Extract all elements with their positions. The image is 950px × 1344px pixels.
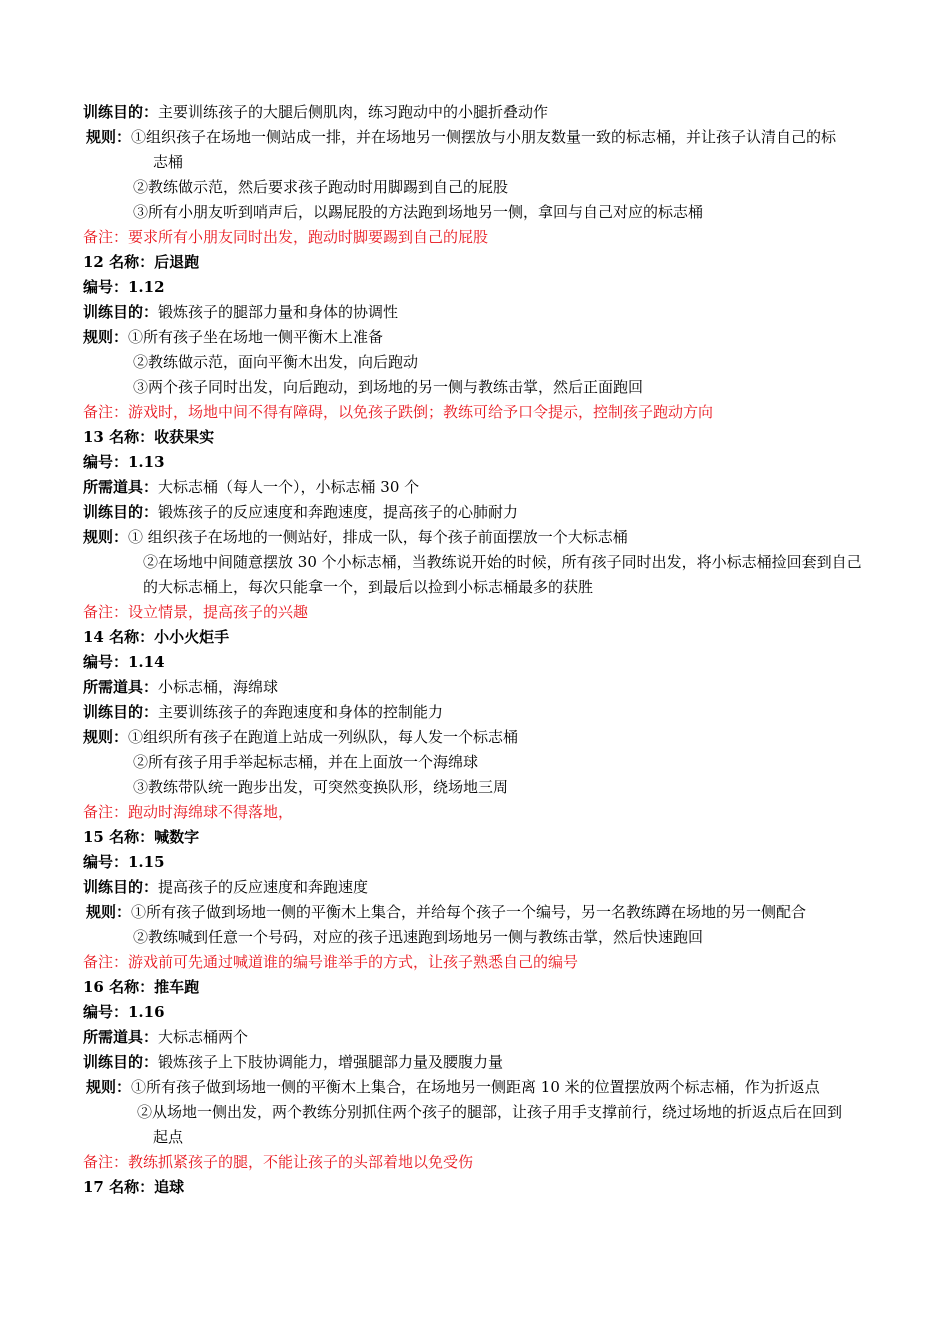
rules-line: 规则：①组织所有孩子在跑道上站成一列纵队，每人发一个标志桶 — [83, 728, 519, 746]
rules-line: 规则：①组织孩子在场地一侧站成一排，并在场地另一侧摆放与小朋友数量一致的标志桶，并让孩子认清自己的标 — [86, 128, 837, 146]
game-number: 编号：1.15 — [83, 853, 165, 871]
rules-line: 规则：①所有孩子坐在场地一侧平衡木上准备 — [83, 328, 384, 346]
game-heading: 16 名称：推车跑 — [83, 978, 200, 996]
game-number: 编号：1.12 — [83, 278, 165, 296]
game-heading: 12 名称：后退跑 — [83, 253, 200, 271]
rules-line: 规则：①所有孩子做到场地一侧的平衡木上集合，并给每个孩子一个编号，另一名教练蹲在场地的另一侧配合 — [86, 903, 807, 921]
remark-line: 备注：跑动时海绵球不得落地， — [83, 803, 294, 821]
rules-line-continued: 志桶 — [153, 153, 184, 171]
remark-line: 备注：设立情景，提高孩子的兴趣 — [83, 603, 309, 621]
training-goal-line: 训练目的：主要训练孩子的奔跑速度和身体的控制能力 — [83, 703, 444, 721]
remark-line: 备注：游戏时，场地中间不得有障碍，以免孩子跌倒；教练可给予口令提示，控制孩子跑动方向 — [83, 403, 714, 421]
remark-line: 备注：要求所有小朋友同时出发，跑动时脚要踢到自己的屁股 — [83, 228, 489, 246]
game-heading: 14 名称：小小火炬手 — [83, 628, 230, 646]
rule-item-continued: 的大标志桶上，每次只能拿一个，到最后以捡到小标志桶最多的获胜 — [143, 578, 594, 596]
rule-item: ②在场地中间随意摆放 30 个小标志桶，当教练说开始的时候，所有孩子同时出发，将小标志桶捡回套到自己 — [143, 553, 862, 571]
game-number: 编号：1.13 — [83, 453, 165, 471]
rule-item: ②教练喊到任意一个号码，对应的孩子迅速跑到场地另一侧与教练击掌，然后快速跑回 — [133, 928, 704, 946]
training-goal-line: 训练目的：锻炼孩子的腿部力量和身体的协调性 — [83, 303, 399, 321]
rule-item: ③两个孩子同时出发，向后跑动，到场地的另一侧与教练击掌，然后正面跑回 — [133, 378, 644, 396]
equipment-line: 所需道具：大标志桶两个 — [83, 1028, 249, 1046]
rule-item-continued: 起点 — [153, 1128, 184, 1146]
rules-line: 规则：① 组织孩子在场地的一侧站好，排成一队，每个孩子前面摆放一个大标志桶 — [83, 528, 628, 546]
rule-item: ②从场地一侧出发，两个教练分别抓住两个孩子的腿部，让孩子用手支撑前行，绕过场地的折返点后在回到 — [137, 1103, 843, 1121]
rule-item: ②教练做示范，然后要求孩子跑动时用脚踢到自己的屁股 — [133, 178, 509, 196]
training-goal-line: 训练目的：主要训练孩子的大腿后侧肌肉，练习跑动中的小腿折叠动作 — [83, 103, 549, 121]
game-heading: 13 名称：收获果实 — [83, 428, 215, 446]
rule-item: ③所有小朋友听到哨声后，以踢屁股的方法跑到场地另一侧，拿回与自己对应的标志桶 — [133, 203, 704, 221]
game-number: 编号：1.16 — [83, 1003, 165, 1021]
training-goal-line: 训练目的：提高孩子的反应速度和奔跑速度 — [83, 878, 369, 896]
game-heading: 15 名称：喊数字 — [83, 828, 200, 846]
game-number: 编号：1.14 — [83, 653, 165, 671]
training-goal-line: 训练目的：锻炼孩子上下肢协调能力，增强腿部力量及腰腹力量 — [83, 1053, 504, 1071]
game-heading: 17 名称：追球 — [83, 1178, 185, 1196]
rule-item: ②教练做示范，面向平衡木出发，向后跑动 — [133, 353, 419, 371]
remark-line: 备注：游戏前可先通过喊道谁的编号谁举手的方式，让孩子熟悉自己的编号 — [83, 953, 579, 971]
training-goal-line: 训练目的：锻炼孩子的反应速度和奔跑速度，提高孩子的心肺耐力 — [83, 503, 519, 521]
rule-item: ②所有孩子用手举起标志桶，并在上面放一个海绵球 — [133, 753, 479, 771]
remark-line: 备注：教练抓紧孩子的腿，不能让孩子的头部着地以免受伤 — [83, 1153, 474, 1171]
equipment-line: 所需道具：小标志桶，海绵球 — [83, 678, 279, 696]
equipment-line: 所需道具：大标志桶（每人一个），小标志桶 30 个 — [83, 478, 420, 496]
rules-line: 规则：①所有孩子做到场地一侧的平衡木上集合，在场地另一侧距离 10 米的位置摆放两个标志桶，作为折返点 — [86, 1078, 820, 1096]
rule-item: ③教练带队统一跑步出发，可突然变换队形，绕场地三周 — [133, 778, 509, 796]
